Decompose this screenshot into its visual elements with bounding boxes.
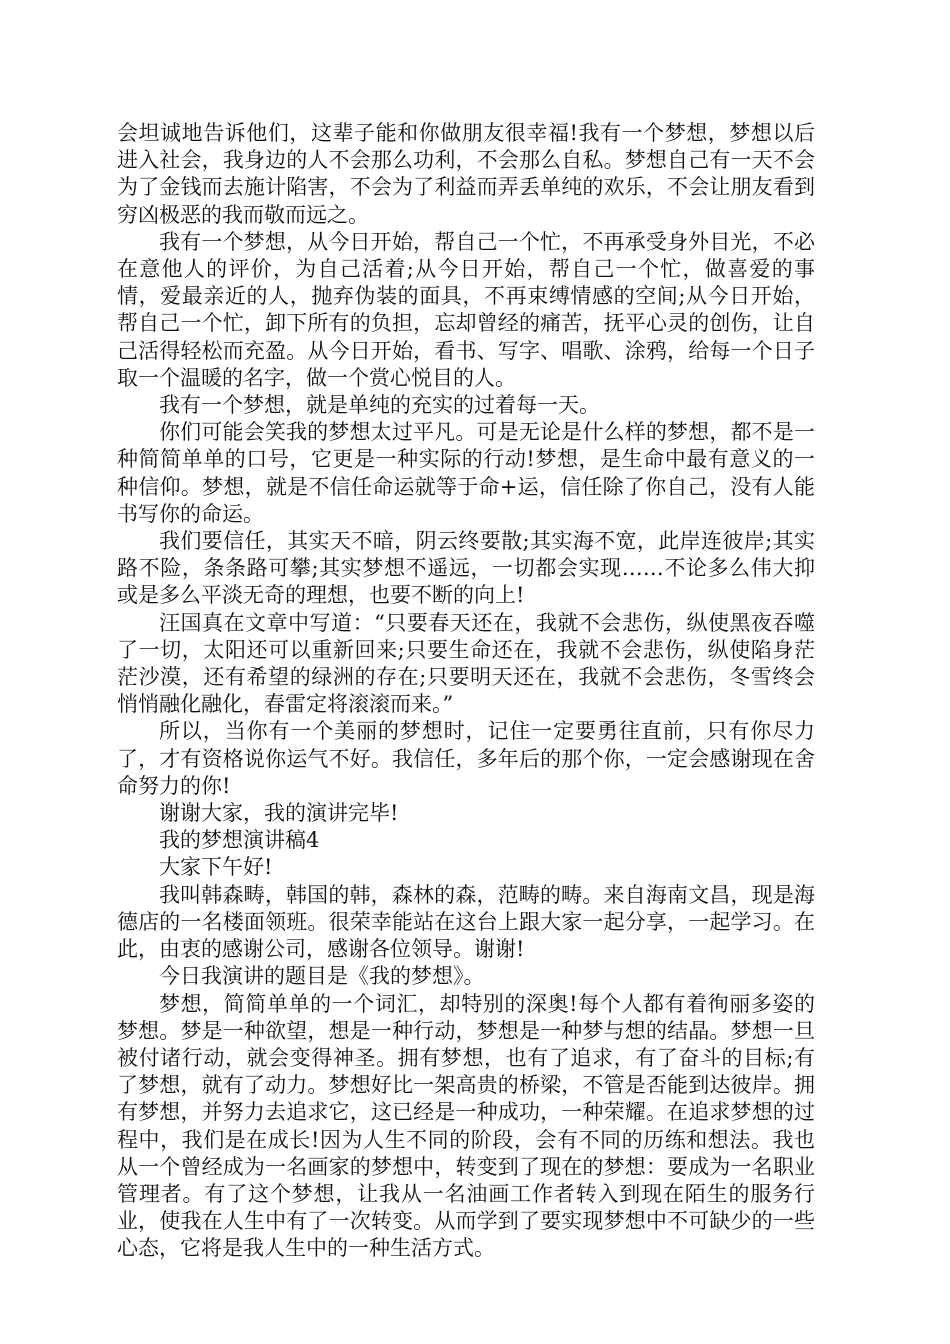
paragraph: 我有一个梦想，就是单纯的充实的过着每一天。 <box>159 393 600 418</box>
section-heading: 我的梦想演讲稿4 <box>159 828 320 853</box>
paragraph-continuation: 会坦诚地告诉他们，这辈子能和你做朋友很幸福!我有一个梦想，梦想以后进入社会，我身边的人不会那么功利，不会那么自私。梦想自己有一天不会为了金钱而去施计陷害，不会为了利益而弄丢单纯的欢乐，不会让朋友看到穷凶极恶的我而敬而远之。 <box>117 121 815 227</box>
paragraph: 我有一个梦想，从今日开始，帮自己一个忙，不再承受身外目光，不必在意他人的评价，为自己活着;从今日开始，帮自己一个忙，做喜爱的事情，爱最亲近的人，抛弃伪装的面具，不再束缚情感的空间;从今日开始，帮自己一个忙，卸下所有的负担，忘却曾经的痛苦，抚平心灵的创伤，让自己活得轻松而充盈。从今日开始，看书、写字、唱歌、涂鸦，给每一个日子取一个温暖的名字，做一个赏心悦目的人。 <box>117 229 815 390</box>
paragraph: 今日我演讲的题目是《我的梦想》。 <box>159 964 485 989</box>
paragraph: 你们可能会笑我的梦想太过平凡。可是无论是什么样的梦想，都不是一种简简单单的口号，它更是一种实际的行动!梦想，是生命中最有意义的一种信仰。梦想，就是不信任命运就等于命+运，信任除了你自己，没有人能书写你的命运。 <box>117 420 815 526</box>
paragraph-greeting: 大家下午好! <box>159 855 273 880</box>
paragraph: 我叫韩森畴，韩国的韩，森林的森，范畴的畴。来自海南文昌，现是海德店的一名楼面领班。很荣幸能站在这台上跟大家一起分享，一起学习。在此，由衷的感谢公司，感谢各位领导。谢谢! <box>117 882 815 962</box>
paragraph: 汪国真在文章中写道：“只要春天还在，我就不会悲伤，纵使黑夜吞噬了一切，太阳还可以重新回来;只要生命还在，我就不会悲伤，纵使陷身茫茫沙漠，还有希望的绿洲的存在;只要明天还在，我就不会悲伤，冬雪终会悄悄融化融化，春雷定将滚滚而来。” <box>117 610 815 717</box>
paragraph: 梦想，简简单单的一个词汇，却特别的深奥!每个人都有着徇丽多姿的梦想。梦是一种欲望，想是一种行动，梦想是一种梦与想的结晶。梦想一旦被付诸行动，就会变得神圣。拥有梦想，也有了追求，有了奋斗的目标;有了梦想，就有了动力。梦想好比一架高贵的桥梁，不管是否能到达彼岸。拥有梦想，并努力去追求它，这已经是一种成功，一种荣耀。在追求梦想的过程中，我们是在成长!因为人生不同的阶段，会有不同的历练和想法。我也从一个曾经成为一名画家的梦想中，转变到了现在的梦想：要成为一名职业管理者。有了这个梦想，让我从一名油画工作者转入到现在陌生的服务行业，使我在人生中有了一次转变。从而学到了要实现梦想中不可缺少的一些心态，它将是我人生中的一种生活方式。 <box>117 991 815 1261</box>
document-body <box>117 120 815 1263</box>
paragraph: 我们要信任，其实天不暗，阴云终要散;其实海不宽，此岸连彼岸;其实路不险，条条路可攀;其实梦想不遥远，一切都会实现……不论多么伟大抑或是多么平淡无奇的理想，也要不断的向上! <box>117 529 815 608</box>
paragraph: 所以，当你有一个美丽的梦想时，记住一定要勇往直前，只有你尽力了，才有资格说你运气不好。我信任，多年后的那个你，一定会感谢现在舍命努力的你! <box>117 719 815 798</box>
paragraph-closing: 谢谢大家，我的演讲完毕! <box>159 801 399 826</box>
